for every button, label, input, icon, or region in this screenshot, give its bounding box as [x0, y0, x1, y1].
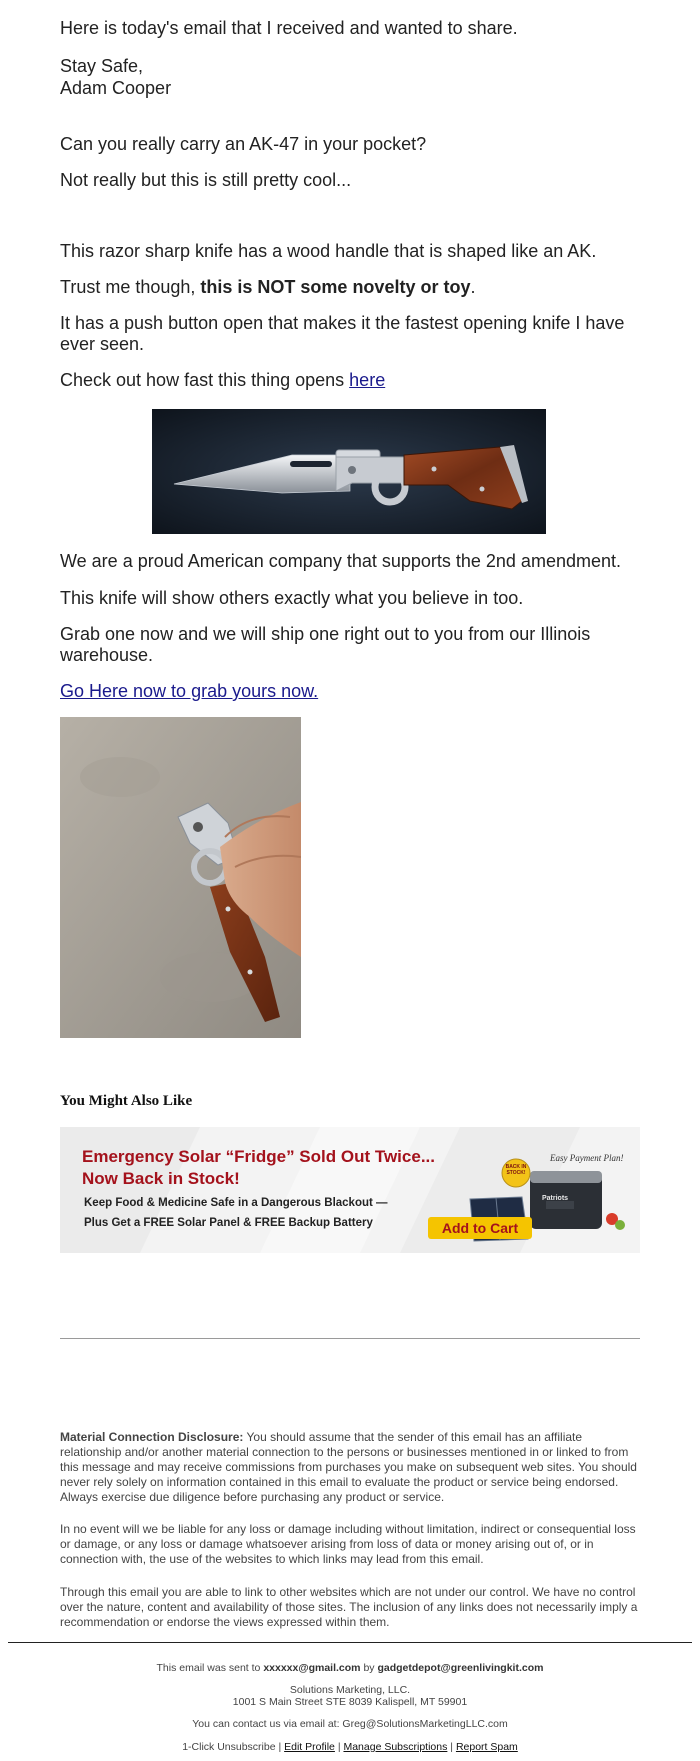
knife-product-image[interactable] — [152, 409, 546, 534]
footer-links: 1-Click Unsubscribe | Edit Profile | Manage Subscriptions | Report Spam — [182, 1741, 518, 1753]
footer-sent-line: This email was sent to xxxxxx@gmail.com by gadgetdepot@greenlivingkit.com — [156, 1662, 544, 1674]
banner-headline-2: Now Back in Stock! — [82, 1169, 240, 1188]
paragraph-push-button: It has a push button open that makes it the fastest opening knife I have ever seen. — [60, 313, 625, 354]
footer-company: Solutions Marketing, LLC. — [289, 1684, 411, 1696]
divider — [60, 1338, 640, 1339]
paragraph-knife-intro: This razor sharp knife has a wood handle that is shaped like an AK. — [60, 241, 597, 261]
report-spam-link[interactable]: Report Spam — [455, 1741, 518, 1753]
footer-contact: You can contact us via email at: Greg@SolutionsMarketingLLC.com — [192, 1718, 508, 1730]
fridge-brand-label: Patriots — [542, 1195, 569, 1202]
disclosure-label: Material Connection Disclosure: — [60, 1430, 244, 1444]
recipient-email: xxxxxx@gmail.com — [263, 1662, 361, 1674]
question-1: Can you really carry an AK-47 in your pocket? — [60, 134, 427, 154]
edit-profile-link[interactable]: Edit Profile — [284, 1741, 335, 1753]
unsubscribe-text: 1-Click Unsubscribe — [182, 1741, 276, 1753]
disclosure-1: Material Connection Disclosure: You should assume that the sender of this email has an affiliate relationship and/or another material connection to the persons or businesses mentioned in or linked to from this message and may receive commissions from purchases you make on subsequent web sites. You should never rely solely on information contained in this email to evaluate the product or service being endorsed. Always exercise due diligence before purchasing any product or service. — [60, 1430, 637, 1504]
add-to-cart-button[interactable]: Add to Cart — [428, 1217, 532, 1239]
section-heading: You Might Also Like — [60, 1093, 193, 1109]
banner-headline-1: Emergency Solar “Fridge” Sold Out Twice... — [82, 1147, 435, 1166]
signoff: Stay Safe, — [60, 56, 144, 76]
disclosure-2: In no event will we be liable for any loss or damage including without limitation, indirect or consequential loss or damage, or any loss or damage whatsoever arising from loss of data or money arising out of, or in connection with, the use of the websites to which links may lead from this email. — [60, 1522, 636, 1566]
back-in-stock-badge: BACK IN STOCK! — [505, 1164, 527, 1176]
banner-sub-1: Keep Food & Medicine Safe in a Dangerous Blackout — — [84, 1197, 388, 1209]
paragraph-check-out: Check out how fast this thing opens here — [60, 370, 386, 390]
author-name: Adam Cooper — [60, 78, 172, 98]
manage-subscriptions-link[interactable]: Manage Subscriptions — [343, 1741, 448, 1753]
here-link[interactable]: here — [349, 370, 386, 390]
sender-email: gadgetdepot@greenlivingkit.com — [377, 1662, 544, 1674]
question-2: Not really but this is still pretty cool... — [60, 170, 352, 190]
knife-in-hand-photo[interactable] — [60, 717, 301, 1038]
footer-divider — [8, 1642, 692, 1643]
banner-sub-2: Plus Get a FREE Solar Panel & FREE Backup Battery — [84, 1217, 373, 1229]
solar-fridge-banner[interactable] — [60, 1127, 640, 1253]
paragraph-american: We are a proud American company that supports the 2nd amendment. — [60, 551, 621, 571]
cta-paragraph — [60, 681, 640, 702]
intro-line: Here is today's email that I received and wanted to share. — [60, 18, 518, 38]
grab-yours-link[interactable]: Go Here now to grab yours now. — [60, 681, 319, 701]
easy-payment-label: Easy Payment Plan! — [550, 1153, 624, 1163]
paragraph-grab-one: Grab one now and we will ship one right out to you from our Illinois warehouse. — [60, 624, 591, 665]
emphasis-text: this is NOT some novelty or toy — [200, 277, 471, 297]
paragraph-believe: This knife will show others exactly what you believe in too. — [60, 588, 524, 608]
disclosure-3: Through this email you are able to link to other websites which are not under our control. We have no control over the nature, content and availability of those sites. The inclusion of any links does not necessarily imply a recommendation or endorse the views expressed within them. — [60, 1585, 638, 1629]
footer-address: 1001 S Main Street STE 8039 Kalispell, MT 59901 — [232, 1696, 468, 1708]
paragraph-not-toy: Trust me though, this is NOT some novelty or toy. — [60, 277, 476, 297]
